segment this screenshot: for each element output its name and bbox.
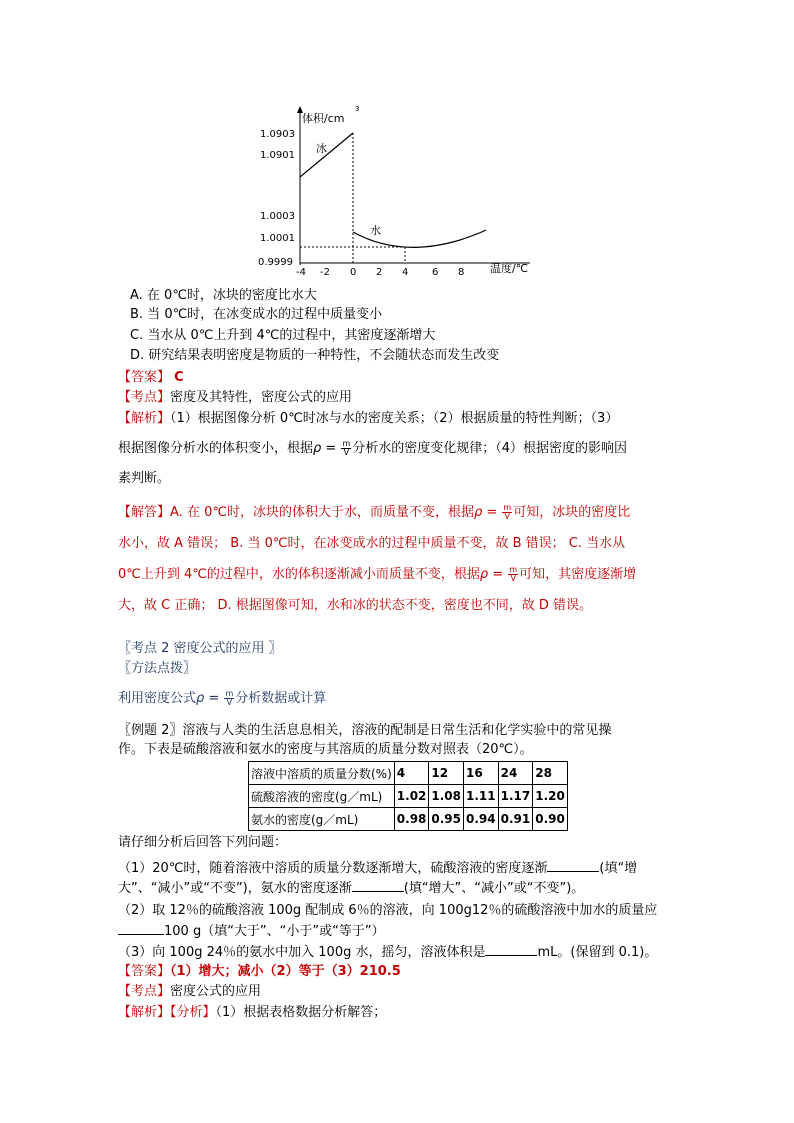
question-1-line1: （1）20℃时，随着溶液中溶质的质量分数逐渐增大，硫酸溶液的密度逐渐 (填“增 [118, 861, 638, 876]
table-cell: 氨水的密度(g／mL) [249, 808, 395, 831]
example-2-line1: 〖例题 2〗溶液与人类的生活息息相关，溶液的配制是日常生活和化学实验中的常见操 [118, 723, 612, 738]
table-cell: 0.94 [464, 808, 499, 831]
y-tick-4: 1.0001 [260, 233, 295, 244]
volume-temperature-graph [250, 100, 550, 280]
question-3: （3）向 100g 24％的氨水中加入 100g 水，摇匀，溶液体积是 mL。(保留到 0.1)。 [118, 945, 658, 960]
table-cell: 硫酸溶液的密度(g／mL) [249, 785, 395, 808]
ice-label: 冰 [316, 142, 327, 155]
answer-tag: 【答案】 [118, 370, 171, 385]
formula-fraction: $\frac{m}{V}$ [342, 439, 351, 457]
answer-1 [118, 369, 184, 387]
kaodian-2-header: 〖考点 2 密度公式的应用 〗 [118, 641, 282, 656]
question-2-line1: （2）取 12％的硫酸溶液 100g 配制成 6％的溶液，向 100g12％的硫酸溶液中加水的质量应 [118, 903, 658, 918]
method-text: 利用密度公式ρ = $\frac{m}{V}$ 分析数据或计算 [118, 689, 327, 707]
example-2-line2: 作。下表是硫酸溶液和氨水的密度与其溶质的质量分数对照表（20℃）。 [118, 742, 533, 757]
jiexi-1-line3: 素判断。 [118, 471, 171, 486]
jiexi-text-2b: 分析水的密度变化规律；（4）根据密度的影响因 [352, 441, 628, 456]
y-tick-2: 1.0901 [260, 150, 295, 161]
jiexi-1-line2 [118, 440, 627, 458]
formula-fraction-3: $\frac{m}{V}$ [509, 565, 518, 583]
formula-rho-4: ρ [196, 691, 205, 706]
table-header-cell: 28 [533, 762, 568, 785]
jiexi-text: （1）根据表格数据分析解答； [215, 1005, 387, 1020]
ice-line [300, 133, 353, 177]
answer-value: （1）增大；减小（2）等于（3）210.5 [170, 964, 401, 979]
kaodian-3 [118, 983, 261, 1001]
questions-intro: 请仔细分析后回答下列问题： [118, 835, 288, 850]
formula-eq: = [321, 441, 341, 456]
table-header-cell: 12 [429, 762, 464, 785]
answer-2 [118, 963, 401, 981]
jieda-text-1a: A. 在 0℃时，冰块的体积大于水，而质量不变，根据 [170, 505, 474, 520]
option-c: C. 当水从 0℃上升到 4℃的过程中，其密度逐渐增大 [130, 328, 436, 343]
formula-fraction-4: $\frac{m}{V}$ [225, 689, 234, 707]
kaodian-tag: 【考点】 [118, 984, 171, 999]
x-tick-1: -4 [296, 267, 306, 278]
table-cell: 1.08 [429, 785, 464, 808]
y-axis-label: 体积/cm [302, 112, 345, 125]
table-cell: 1.20 [533, 785, 568, 808]
water-label: 水 [370, 224, 381, 237]
method-text-a: 利用密度公式 [118, 691, 197, 706]
method-header: 〖方法点拨〗 [118, 661, 197, 676]
table-header-cell: 24 [498, 762, 533, 785]
y-tick-3: 1.0003 [260, 211, 295, 222]
x-tick-4: 2 [376, 267, 383, 278]
formula-rho-3: ρ [479, 567, 489, 582]
jieda-1-line1: 【解答】A. 在 0℃时，冰块的体积大于水，而质量不变，根据ρ = $\frac{m}{V}$ 可知，冰块的密度比 [118, 503, 631, 521]
question-1-line2: 大”、“减小”或“不变”)，氨水的密度逐渐 (填“增大”、“减小”或“不变”)。 [118, 881, 585, 896]
kaodian-tag: 【考点】 [118, 390, 171, 405]
table-cell: 0.91 [498, 808, 533, 831]
x-tick-5: 4 [402, 267, 409, 278]
option-d: D. 研究结果表明密度是物质的一种特性，不会随状态而发生改变 [130, 348, 500, 363]
answer-blank[interactable] [352, 879, 404, 892]
x-axis-label: 温度/℃ [490, 262, 529, 275]
y-tick-5: 0.9999 [258, 257, 293, 268]
kaodian-1 [118, 389, 352, 407]
table-cell: 0.95 [429, 808, 464, 831]
x-tick-7: 8 [458, 267, 465, 278]
method-text-b: 分析数据或计算 [235, 691, 327, 706]
table-cell: 1.02 [394, 785, 429, 808]
answer-blank[interactable] [485, 943, 537, 956]
option-a: A. 在 0℃时，冰块的密度比水大 [130, 288, 317, 303]
table-cell: 1.17 [498, 785, 533, 808]
formula-rho-2: ρ [473, 505, 483, 520]
jiexi-text-2a: 根据图像分析水的体积变小，根据 [118, 441, 314, 456]
x-tick-6: 6 [432, 267, 439, 278]
kaodian-text: 密度公式的应用 [170, 984, 262, 999]
answer-value: C [174, 370, 184, 385]
formula-fraction-2: $\frac{m}{V}$ [503, 503, 512, 521]
answer-blank[interactable] [547, 859, 599, 872]
jiexi-2 [118, 1004, 386, 1022]
jieda-text-1b: 可知，冰块的密度比 [513, 505, 631, 520]
jieda-1-line2: 水小，故 A 错误； B. 当 0℃时，在冰变成水的过程中质量不变，故 B 错误； C. 当水从 [118, 536, 626, 551]
y-tick-1: 1.0903 [260, 129, 295, 140]
jiexi-1-line1 [118, 410, 618, 428]
table-cell: 0.98 [394, 808, 429, 831]
x-tick-3: 0 [350, 267, 357, 278]
option-b: B. 当 0℃时，在冰变成水的过程中质量变小 [130, 307, 383, 322]
answer-tag: 【答案】 [118, 964, 171, 979]
formula-rho: ρ [313, 441, 322, 456]
table-cell: 0.90 [533, 808, 568, 831]
density-table [248, 761, 568, 831]
table-header-cell: 溶液中溶质的质量分数(%) [249, 762, 395, 785]
jieda-1-line3: 0℃上升到 4℃的过程中，水的体积逐渐减小而质量不变，根据ρ = $\frac{m}{V}$ 可知，其密度逐渐增 [118, 565, 637, 583]
jieda-tag: 【解答】 [118, 505, 171, 520]
table-cell: 1.11 [464, 785, 499, 808]
jieda-text-3b: 可知，其密度逐渐增 [519, 567, 637, 582]
table-header-cell: 4 [394, 762, 429, 785]
question-2-line2: 100 g（填“大于”、“小于”或“等于”） [118, 922, 385, 941]
table-header-cell: 16 [464, 762, 499, 785]
jiexi-tag: 【解析】 [118, 411, 171, 426]
jieda-text-3a: 0℃上升到 4℃的过程中，水的体积逐渐减小而质量不变，根据 [118, 567, 480, 582]
table-row [249, 785, 568, 808]
y-axis-label-sup: 3 [355, 105, 360, 113]
jieda-1-line4: 大，故 C 正确； D. 根据图像可知，水和冰的状态不变，密度也不同，故 D 错误。 [118, 598, 593, 613]
kaodian-text: 密度及其特性，密度公式的应用 [170, 390, 353, 405]
table-row [249, 808, 568, 831]
answer-blank[interactable] [118, 922, 164, 935]
jiexi-tag: 【解析】【分析】 [118, 1005, 216, 1020]
x-tick-2: -2 [320, 267, 330, 278]
jiexi-text-1: （1）根据图像分析 0℃时冰与水的密度关系；（2）根据质量的特性判断；（3） [170, 411, 619, 426]
table-header-row [249, 762, 568, 785]
